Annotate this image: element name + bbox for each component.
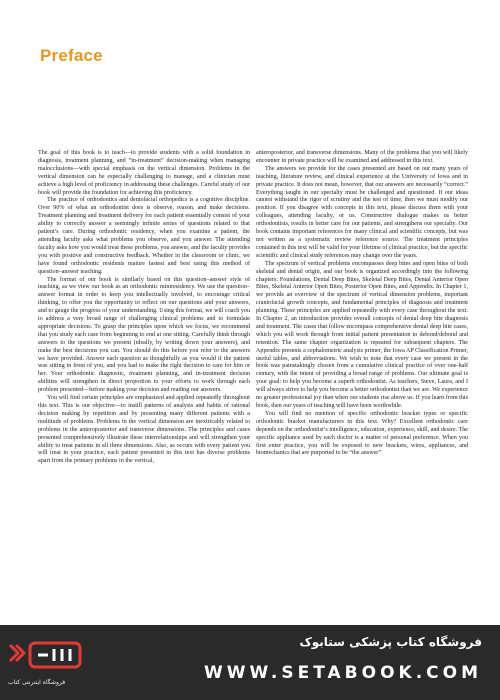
setabook-logo-icon: [6, 635, 84, 685]
paragraph: The answers we provide for the cases presented are based on our many years of teaching, literature review, and clinical experience at the University of Iowa and in private practice. It does not mean, however, that our answers are necessarily “correct.” Everything taught in our specialty must be challenged and questioned. If our ideas cannot withstand the rigor of scrutiny and the test of time, then we must modify our position. If you disagree with concepts in this text, please discuss them with your colleagues, attending faculty, or us. Constructive dialogue makes us better orthodontists, results in better care for our patients, and strengthens our specialty. Our book contains important references for many clinical and scientific concepts, but was not written as a systematic review reference source. The treatment principles contained in this text will be valid for your lifetime of clinical practice, but the specific scientific and clinical study references may change over the years.: [256, 165, 468, 259]
page-title: Preface: [40, 46, 103, 65]
right-column: [256, 150, 468, 458]
paragraph: The practice of orthodontics and dentofacial orthopedics is a cognitive discipline. Over 90% of what an orthodontist does is observe, reason, and make decisions. Treatment planning and treatment delivery for each patient essentially consist of your ability to correctly answer a seemingly infinite series of questions related to that patient’s care. During orthodontic residency, when you examine a patient, the attending faculty asks what problems you observe, and you answer. The attending faculty asks how you would treat these problems, you answer, and the faculty provides you with positive and constructive feedback. Whether in the classroom or clinic, we have found orthodontic residents mature fastest and best using this method of question–answer teaching.: [38, 197, 250, 275]
paragraph: The format of our book is similarly based on this question–answer style of teaching, as we view our book as an orthodontic miniresidency. We use the question–answer format in order to keep you intellectually involved, to encourage critical thinking, to offer you the opportunity to reflect on our questions and your answers, and to gauge the progress of your understanding. Using this format, we will coach you to address a very broad range of challenging clinical problems and to formulate appropriate decisions. To grasp the principles upon which we focus, we recommend that you study each case from beginning to end at one sitting. Carefully think through answers to the questions we present (ideally, by writing down your answers), and make the best decisions you can. You should do this before you refer to the answers we have provided. Answer each question as thoughtfully as you would if the patient was sitting in front of you, and you had to make the right decision to care for him or her. Your orthodontic diagnostic, treatment planning, and in-treatment decision abilities will strengthen in direct proportion to your efforts to work through each problem presented—before making your decision and reading our answers.: [38, 276, 250, 394]
paragraph: The goal of this book is to teach—to provide students with a solid foundation in diagnosis, treatment planning, and “in-treatment” decision-making when managing malocclusions—with special emphasis on the vertical dimension. Problems in the vertical dimension can be especially challenging to manage, and a clinician must achieve a high level of proficiency in addressing these challenges. Careful study of our book will provide the foundation for achieving this proficiency.: [38, 150, 250, 196]
paragraph: anteroposterior, and transverse dimensions. Many of the problems that you will likely encounter in private practice will be examined and addressed in this text.: [256, 150, 468, 164]
logo-caption: فروشگاه اینترنتی کتاب: [8, 679, 66, 686]
paragraph: You will find no mention of specific orthodontic bracket types or specific orthodontic bracket manufacturers in this text. Why? Excellent orthodontic care depends on the orthodontist’s intelligence, education, experience, skill, and desire. The specific appliance used by each doctor is a matter of personal preference. When you first enter practice, you will be exposed to new brackets, wires, appliances, and biomechanics that are purported to be “the answer”: [256, 410, 468, 457]
paragraph: You will find certain principles are emphasized and applied repeatedly throughout this text. This is our objective—to instill patterns of analysis and habits of rational decision making by repetition and by presenting many different patients with a multitude of problems. Problems in the vertical dimension are inextricably related to problems in the anteroposterior and transverse dimensions. The principles and cases presented comprehensively illustrate these interrelationships and will strengthen your ability to treat patients in all three dimensions. Also, as occurs with every patient you will treat in your practice, each patient presented in this text has diverse problems apart from the primary problems in the vertical,: [38, 395, 250, 465]
watermark-banner: [0, 625, 500, 700]
store-name: فروشگاه کتاب پزشکی ستابوک: [299, 635, 482, 649]
paragraph: The spectrum of vertical problems encompasses deep bites and open bites of both skeletal and dental origin, and our book is organized accordingly into the following chapters: Foundations, Dental Deep Bites, Skeletal Deep Bites, Dental Anterior Open Bites, Skeletal Anterior Open Bites, Posterior Open Bites, and Appendix. In Chapter 1, we provide an overview of the spectrum of vertical dimension problems, important craniofacial growth concepts, and fundamental principles of diagnosis and treatment planning. These principles are applied repeatedly with every case throughout the text. In Chapter 2, an introduction provides overall concepts of dental deep bite diagnosis and treatment. The cases that follow encompass comprehensive dental deep bite cases, which you will work through from initial patient presentation to debond/debond and retention. The same chapter organization is repeated for subsequent chapters. The Appendix presents a cephalometric analysis primer, the Iowa AP Classification Primer, useful tables, and abbreviations. We wish to note that every case we present in the book was painstakingly chosen from a cumulative clinical practice of over one-half century, with the intent of providing a broad range of problems. Our ultimate goal is your goal: to help you become a superb orthodontist. As teachers, Steve, Laura, and I will always strive to help you become a better orthodontist than we are. We experience no greater professional joy than when our students rise above us. If you learn from this book, then our years of teaching will have been worthwhile.: [256, 260, 468, 409]
store-url[interactable]: WWW.SETABOOK.COM: [204, 663, 482, 683]
left-column: [38, 150, 250, 466]
